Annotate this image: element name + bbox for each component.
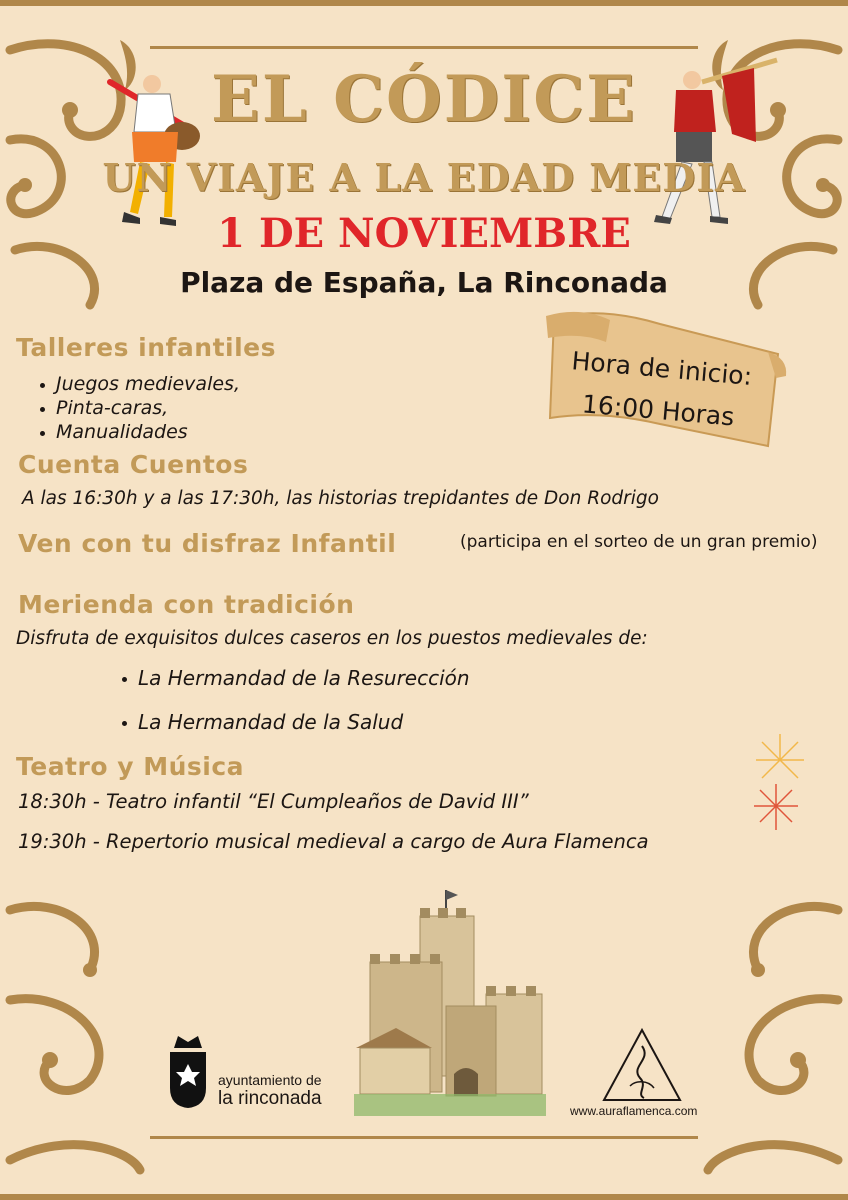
- aura-flamenca-url: www.auraflamenca.com: [570, 1104, 698, 1118]
- merienda-text: Disfruta de exquisitos dulces caseros en los puestos medievales de:: [16, 628, 648, 649]
- list-item: Manualidades: [36, 420, 240, 444]
- list-item: La Hermandad de la Resurección: [118, 666, 470, 690]
- event-date: 1 DE NOVIEMBRE: [217, 210, 631, 257]
- cuenta-cuentos-heading: Cuenta Cuentos: [18, 450, 249, 479]
- list-item: Pinta-caras,: [36, 396, 240, 420]
- fireworks-icon: [742, 730, 812, 840]
- talleres-heading: Talleres infantiles: [16, 333, 277, 362]
- disfraz-note: (participa en el sorteo de un gran premio): [460, 532, 818, 552]
- bottom-rule: [150, 1136, 698, 1139]
- event-location: Plaza de España, La Rinconada: [180, 266, 668, 299]
- top-rule: [150, 46, 698, 49]
- top-border: [0, 0, 848, 6]
- aura-flamenca-logo-icon: [600, 1026, 684, 1104]
- ayuntamiento-line-2: la rinconada: [218, 1088, 322, 1109]
- merienda-list: [118, 666, 470, 734]
- ornament-bottom-left-icon: [0, 890, 150, 1190]
- disfraz-heading: Ven con tu disfraz Infantil: [18, 529, 397, 558]
- event-subtitle: UN VIAJE A LA EDAD MEDIA: [102, 155, 746, 200]
- merienda-heading: Merienda con tradición: [18, 590, 355, 619]
- start-time-value: 16:00 Horas: [580, 389, 736, 432]
- rinconada-crest-icon: [166, 1030, 210, 1110]
- start-time-label: Hora de inicio:: [570, 346, 754, 391]
- event-title: EL CÓDICE: [211, 62, 637, 137]
- talleres-list: [36, 372, 240, 444]
- teatro-line-2: 19:30h - Repertorio musical medieval a cargo de Aura Flamenca: [18, 830, 649, 853]
- ayuntamiento-line-1: ayuntamiento de: [218, 1072, 322, 1088]
- teatro-heading: Teatro y Música: [16, 752, 245, 781]
- castle-icon: [350, 886, 550, 1130]
- list-item: La Hermandad de la Salud: [118, 710, 470, 734]
- teatro-line-1: 18:30h - Teatro infantil “El Cumpleaños de David III”: [18, 790, 529, 813]
- bottom-border: [0, 1194, 848, 1200]
- ornament-bottom-right-icon: [698, 890, 848, 1190]
- list-item: Juegos medievales,: [36, 372, 240, 396]
- cuenta-cuentos-text: A las 16:30h y a las 17:30h, las historias trepidantes de Don Rodrigo: [22, 488, 659, 509]
